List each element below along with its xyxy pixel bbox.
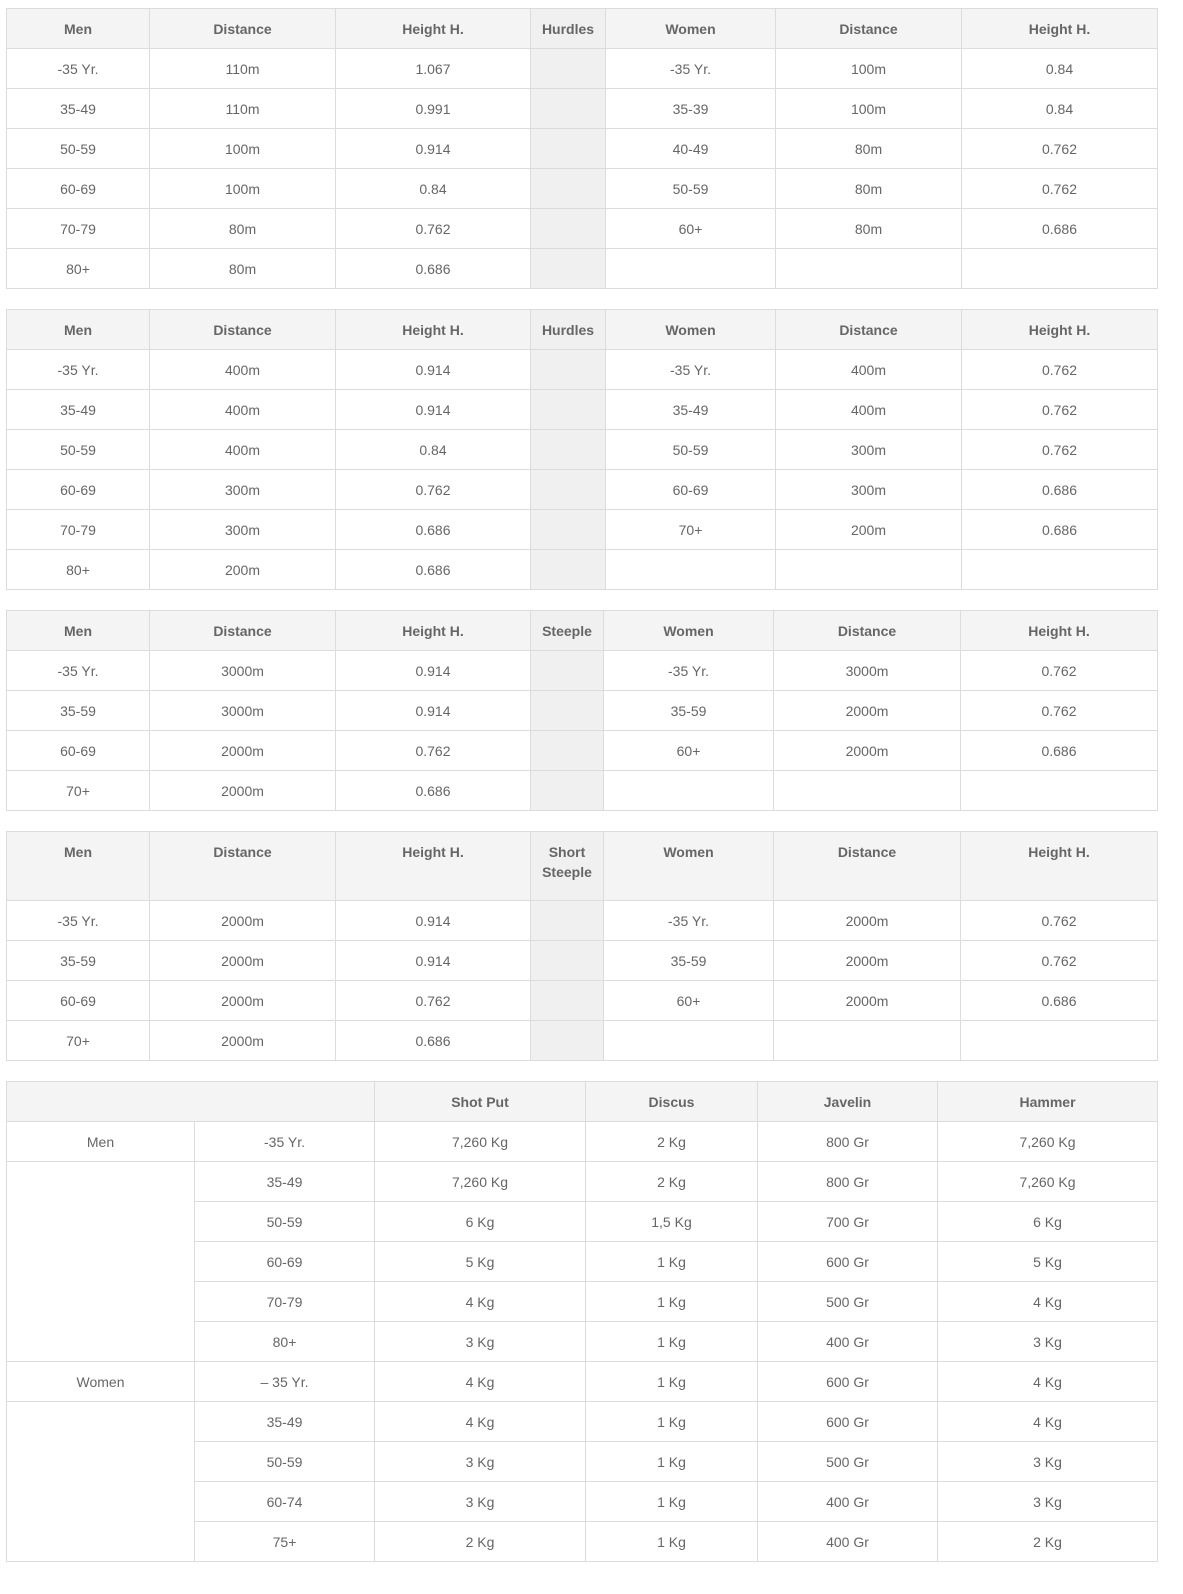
table-row bbox=[7, 129, 1158, 169]
table-cell: 3 Kg bbox=[375, 1322, 586, 1362]
steeple-table bbox=[6, 610, 1158, 811]
table-row bbox=[7, 731, 1158, 771]
divider-cell bbox=[531, 169, 606, 209]
table-cell bbox=[606, 550, 776, 590]
hurdles-short-table bbox=[6, 8, 1158, 289]
table-cell bbox=[604, 771, 774, 811]
table-cell: 0.686 bbox=[336, 1021, 531, 1061]
table-cell: 80m bbox=[776, 129, 962, 169]
column-header: Distance bbox=[150, 310, 336, 350]
table-cell: 4 Kg bbox=[375, 1402, 586, 1442]
table-cell bbox=[604, 1021, 774, 1061]
table-row bbox=[7, 89, 1158, 129]
table-cell: 1 Kg bbox=[586, 1242, 758, 1282]
table-cell: 400m bbox=[150, 430, 336, 470]
table-cell: 500 Gr bbox=[758, 1282, 938, 1322]
table-cell: 400 Gr bbox=[758, 1482, 938, 1522]
column-header: Men bbox=[7, 9, 150, 49]
table-cell: 0.686 bbox=[336, 249, 531, 289]
table-cell: 60-74 bbox=[195, 1482, 375, 1522]
table-row bbox=[7, 550, 1158, 590]
hurdles-long-table bbox=[6, 309, 1158, 590]
table-cell bbox=[776, 249, 962, 289]
table-cell: 800 Gr bbox=[758, 1122, 938, 1162]
table-cell: 35-49 bbox=[7, 390, 150, 430]
table-cell: 1 Kg bbox=[586, 1522, 758, 1562]
table-cell: 300m bbox=[150, 470, 336, 510]
header-row bbox=[7, 832, 1158, 901]
table-row bbox=[7, 901, 1158, 941]
table-row bbox=[7, 49, 1158, 89]
table-cell: 0.686 bbox=[962, 510, 1158, 550]
column-header: Height H. bbox=[336, 310, 531, 350]
table-cell: 60-69 bbox=[7, 470, 150, 510]
table-row bbox=[7, 209, 1158, 249]
divider-cell bbox=[531, 249, 606, 289]
table-cell: 50-59 bbox=[7, 430, 150, 470]
column-header: Distance bbox=[776, 9, 962, 49]
table-cell: 2000m bbox=[150, 941, 336, 981]
table-cell: 0.84 bbox=[962, 89, 1158, 129]
table-cell: 70-79 bbox=[195, 1282, 375, 1322]
column-header: Discus bbox=[586, 1082, 758, 1122]
table-cell: 400m bbox=[776, 390, 962, 430]
table-cell: 35-59 bbox=[604, 691, 774, 731]
table-cell: -35 Yr. bbox=[7, 901, 150, 941]
table-cell: 2 Kg bbox=[586, 1122, 758, 1162]
table-cell: 40-49 bbox=[606, 129, 776, 169]
table-cell: 0.84 bbox=[962, 49, 1158, 89]
table-cell: 35-59 bbox=[7, 941, 150, 981]
header-row bbox=[7, 310, 1158, 350]
table-cell: 1 Kg bbox=[586, 1442, 758, 1482]
table-cell: -35 Yr. bbox=[604, 901, 774, 941]
column-header: Men bbox=[7, 310, 150, 350]
column-header: Distance bbox=[774, 611, 961, 651]
table-cell bbox=[774, 1021, 961, 1061]
table-cell: 0.762 bbox=[961, 901, 1158, 941]
table-cell: 2000m bbox=[150, 901, 336, 941]
table-cell: 80+ bbox=[7, 249, 150, 289]
table-cell: 1 Kg bbox=[586, 1322, 758, 1362]
column-header: Height H. bbox=[962, 9, 1158, 49]
table-cell: 2000m bbox=[150, 1021, 336, 1061]
column-header: Distance bbox=[150, 611, 336, 651]
table-cell: 50-59 bbox=[606, 430, 776, 470]
table-cell: 70+ bbox=[606, 510, 776, 550]
table-cell: 600 Gr bbox=[758, 1362, 938, 1402]
table-cell: 80m bbox=[776, 169, 962, 209]
header-row bbox=[7, 9, 1158, 49]
table-cell: 110m bbox=[150, 89, 336, 129]
table-cell: -35 Yr. bbox=[7, 350, 150, 390]
table-cell: 0.686 bbox=[961, 731, 1158, 771]
table-cell: 2000m bbox=[150, 731, 336, 771]
table-row bbox=[7, 651, 1158, 691]
table-cell: 5 Kg bbox=[375, 1242, 586, 1282]
group-label: Women bbox=[7, 1362, 195, 1402]
divider-cell bbox=[531, 901, 604, 941]
table-cell: 1 Kg bbox=[586, 1362, 758, 1402]
column-header: Women bbox=[606, 310, 776, 350]
table-cell: 4 Kg bbox=[938, 1402, 1158, 1442]
table-cell: 35-49 bbox=[606, 390, 776, 430]
table-cell: 0.686 bbox=[961, 981, 1158, 1021]
table-row bbox=[7, 510, 1158, 550]
table-cell: 0.84 bbox=[336, 169, 531, 209]
column-header: Distance bbox=[774, 832, 961, 901]
divider-cell bbox=[531, 731, 604, 771]
table-cell bbox=[962, 249, 1158, 289]
table-cell: 4 Kg bbox=[938, 1362, 1158, 1402]
divider-cell bbox=[531, 390, 606, 430]
table-row bbox=[7, 941, 1158, 981]
table-cell: 600 Gr bbox=[758, 1242, 938, 1282]
divider-cell bbox=[531, 771, 604, 811]
table-cell: 35-39 bbox=[606, 89, 776, 129]
table-cell: 50-59 bbox=[195, 1202, 375, 1242]
table-cell: 1.067 bbox=[336, 49, 531, 89]
table-cell: 400m bbox=[150, 350, 336, 390]
table-cell: 35-59 bbox=[604, 941, 774, 981]
group-spacer bbox=[7, 1162, 195, 1362]
table-row bbox=[7, 1362, 1158, 1402]
table-cell: 100m bbox=[150, 169, 336, 209]
table-row bbox=[7, 1122, 1158, 1162]
table-cell: 4 Kg bbox=[375, 1282, 586, 1322]
group-spacer bbox=[7, 1402, 195, 1562]
table-cell: -35 Yr. bbox=[606, 350, 776, 390]
column-header: Distance bbox=[150, 832, 336, 901]
table-cell: 0.686 bbox=[336, 550, 531, 590]
table-cell: 3 Kg bbox=[938, 1442, 1158, 1482]
column-header: Javelin bbox=[758, 1082, 938, 1122]
table-cell: 60-69 bbox=[606, 470, 776, 510]
table-row bbox=[7, 1402, 1158, 1442]
table-cell: 2 Kg bbox=[375, 1522, 586, 1562]
column-header: Shot Put bbox=[375, 1082, 586, 1122]
table-cell: 50-59 bbox=[7, 129, 150, 169]
group-label: Men bbox=[7, 1122, 195, 1162]
table-cell: 70+ bbox=[7, 771, 150, 811]
table-cell: 0.762 bbox=[336, 731, 531, 771]
column-header: Height H. bbox=[961, 832, 1158, 901]
column-header: Distance bbox=[776, 310, 962, 350]
table-row bbox=[7, 390, 1158, 430]
table-cell: 0.686 bbox=[962, 470, 1158, 510]
table-cell: 5 Kg bbox=[938, 1242, 1158, 1282]
table-cell: 0.914 bbox=[336, 350, 531, 390]
table-cell: 500 Gr bbox=[758, 1442, 938, 1482]
table-cell: 110m bbox=[150, 49, 336, 89]
table-cell: 6 Kg bbox=[375, 1202, 586, 1242]
table-cell: 7,260 Kg bbox=[375, 1122, 586, 1162]
table-cell: 0.762 bbox=[962, 169, 1158, 209]
table-cell: 0.914 bbox=[336, 651, 531, 691]
table-cell: 3 Kg bbox=[375, 1442, 586, 1482]
table-cell: 400 Gr bbox=[758, 1522, 938, 1562]
divider-cell bbox=[531, 129, 606, 169]
column-header: Short Steeple bbox=[531, 832, 604, 901]
table-cell: 3000m bbox=[774, 651, 961, 691]
table-cell: 80m bbox=[150, 209, 336, 249]
table-cell: 400m bbox=[150, 390, 336, 430]
table-cell: 0.84 bbox=[336, 430, 531, 470]
table-cell: 0.762 bbox=[961, 941, 1158, 981]
divider-cell bbox=[531, 1021, 604, 1061]
table-row bbox=[7, 1021, 1158, 1061]
divider-cell bbox=[531, 941, 604, 981]
table-cell: 0.686 bbox=[336, 771, 531, 811]
divider-cell bbox=[531, 470, 606, 510]
table-cell: 0.762 bbox=[962, 129, 1158, 169]
column-header: Height H. bbox=[961, 611, 1158, 651]
table-cell: 4 Kg bbox=[938, 1282, 1158, 1322]
table-cell: 1 Kg bbox=[586, 1482, 758, 1522]
table-cell: 50-59 bbox=[195, 1442, 375, 1482]
table-cell: 0.914 bbox=[336, 691, 531, 731]
header-row bbox=[7, 1082, 1158, 1122]
table-row bbox=[7, 350, 1158, 390]
table-cell: 0.991 bbox=[336, 89, 531, 129]
table-cell: 35-49 bbox=[195, 1162, 375, 1202]
table-cell: 0.762 bbox=[961, 691, 1158, 731]
table-cell: 0.762 bbox=[962, 430, 1158, 470]
table-cell: 60+ bbox=[604, 731, 774, 771]
column-header: Women bbox=[604, 611, 774, 651]
table-cell: 80+ bbox=[195, 1322, 375, 1362]
table-cell: 0.686 bbox=[962, 209, 1158, 249]
column-header: Distance bbox=[150, 9, 336, 49]
table-row bbox=[7, 771, 1158, 811]
table-cell: 0.762 bbox=[962, 390, 1158, 430]
table-cell: 35-59 bbox=[7, 691, 150, 731]
table-cell: 100m bbox=[776, 89, 962, 129]
table-cell: 300m bbox=[776, 430, 962, 470]
divider-cell bbox=[531, 691, 604, 731]
table-cell: 3 Kg bbox=[938, 1322, 1158, 1362]
column-header: Hammer bbox=[938, 1082, 1158, 1122]
table-cell: 2000m bbox=[774, 901, 961, 941]
table-cell: 7,260 Kg bbox=[938, 1122, 1158, 1162]
table-cell: 300m bbox=[150, 510, 336, 550]
table-cell: 0.914 bbox=[336, 941, 531, 981]
table-row bbox=[7, 249, 1158, 289]
table-cell: 1 Kg bbox=[586, 1282, 758, 1322]
table-cell: 1 Kg bbox=[586, 1402, 758, 1442]
divider-cell bbox=[531, 651, 604, 691]
table-cell: 700 Gr bbox=[758, 1202, 938, 1242]
table-cell: 2 Kg bbox=[586, 1162, 758, 1202]
table-cell: 60+ bbox=[606, 209, 776, 249]
table-cell: 0.914 bbox=[336, 390, 531, 430]
table-cell: 2000m bbox=[774, 691, 961, 731]
table-cell: 400 Gr bbox=[758, 1322, 938, 1362]
table-cell: -35 Yr. bbox=[606, 49, 776, 89]
table-cell: 100m bbox=[776, 49, 962, 89]
table-cell: 60-69 bbox=[7, 981, 150, 1021]
divider-cell bbox=[531, 49, 606, 89]
table-cell: 60-69 bbox=[7, 731, 150, 771]
table-cell bbox=[961, 771, 1158, 811]
table-cell: 100m bbox=[150, 129, 336, 169]
tables-container bbox=[6, 8, 1157, 1562]
table-cell: 75+ bbox=[195, 1522, 375, 1562]
table-cell: 1,5 Kg bbox=[586, 1202, 758, 1242]
table-cell: 0.686 bbox=[336, 510, 531, 550]
table-cell: 400m bbox=[776, 350, 962, 390]
table-cell: 2000m bbox=[774, 941, 961, 981]
throws-table bbox=[6, 1081, 1158, 1562]
table-cell: -35 Yr. bbox=[195, 1122, 375, 1162]
table-cell: 0.914 bbox=[336, 901, 531, 941]
table-cell: 0.762 bbox=[962, 350, 1158, 390]
table-cell: 2000m bbox=[150, 981, 336, 1021]
table-cell bbox=[606, 249, 776, 289]
table-cell: 2000m bbox=[774, 981, 961, 1021]
column-header: Height H. bbox=[336, 832, 531, 901]
divider-cell bbox=[531, 430, 606, 470]
table-cell: 70-79 bbox=[7, 510, 150, 550]
table-cell: 0.762 bbox=[336, 981, 531, 1021]
divider-cell bbox=[531, 209, 606, 249]
table-cell: 2000m bbox=[774, 731, 961, 771]
table-cell bbox=[774, 771, 961, 811]
table-cell: 60-69 bbox=[195, 1242, 375, 1282]
table-row bbox=[7, 1162, 1158, 1202]
column-header: Height H. bbox=[962, 310, 1158, 350]
table-cell: 3000m bbox=[150, 691, 336, 731]
table-cell: 70-79 bbox=[7, 209, 150, 249]
column-header: Women bbox=[604, 832, 774, 901]
table-cell: 0.762 bbox=[336, 470, 531, 510]
table-row bbox=[7, 169, 1158, 209]
table-cell: 80+ bbox=[7, 550, 150, 590]
table-cell: 200m bbox=[150, 550, 336, 590]
table-cell bbox=[961, 1021, 1158, 1061]
divider-cell bbox=[531, 350, 606, 390]
table-cell: 80m bbox=[150, 249, 336, 289]
table-row bbox=[7, 470, 1158, 510]
column-header: Men bbox=[7, 611, 150, 651]
table-cell: 50-59 bbox=[606, 169, 776, 209]
table-cell: 4 Kg bbox=[375, 1362, 586, 1402]
table-cell: 60+ bbox=[604, 981, 774, 1021]
table-cell: 2 Kg bbox=[938, 1522, 1158, 1562]
table-row bbox=[7, 981, 1158, 1021]
table-cell: -35 Yr. bbox=[7, 651, 150, 691]
table-cell: 600 Gr bbox=[758, 1402, 938, 1442]
table-cell: 3 Kg bbox=[938, 1482, 1158, 1522]
table-cell: 80m bbox=[776, 209, 962, 249]
divider-cell bbox=[531, 550, 606, 590]
table-cell: -35 Yr. bbox=[7, 49, 150, 89]
table-cell: -35 Yr. bbox=[604, 651, 774, 691]
table-cell: 800 Gr bbox=[758, 1162, 938, 1202]
table-cell: 0.914 bbox=[336, 129, 531, 169]
divider-cell bbox=[531, 510, 606, 550]
table-cell: 0.762 bbox=[961, 651, 1158, 691]
table-cell: – 35 Yr. bbox=[195, 1362, 375, 1402]
table-cell: 35-49 bbox=[195, 1402, 375, 1442]
table-cell: 7,260 Kg bbox=[938, 1162, 1158, 1202]
table-cell: 3 Kg bbox=[375, 1482, 586, 1522]
column-header: Hurdles bbox=[531, 310, 606, 350]
table-cell bbox=[776, 550, 962, 590]
column-header: Height H. bbox=[336, 611, 531, 651]
table-cell: 3000m bbox=[150, 651, 336, 691]
column-header: Hurdles bbox=[531, 9, 606, 49]
table-cell: 70+ bbox=[7, 1021, 150, 1061]
header-row bbox=[7, 611, 1158, 651]
divider-cell bbox=[531, 89, 606, 129]
table-cell: 200m bbox=[776, 510, 962, 550]
table-cell: 2000m bbox=[150, 771, 336, 811]
short-steeple-table bbox=[6, 831, 1158, 1061]
table-cell: 60-69 bbox=[7, 169, 150, 209]
table-cell: 7,260 Kg bbox=[375, 1162, 586, 1202]
column-header: Steeple bbox=[531, 611, 604, 651]
column-header bbox=[7, 1082, 375, 1122]
table-cell bbox=[962, 550, 1158, 590]
divider-cell bbox=[531, 981, 604, 1021]
column-header: Men bbox=[7, 832, 150, 901]
table-cell: 6 Kg bbox=[938, 1202, 1158, 1242]
table-cell: 300m bbox=[776, 470, 962, 510]
table-cell: 35-49 bbox=[7, 89, 150, 129]
column-header: Women bbox=[606, 9, 776, 49]
table-row bbox=[7, 691, 1158, 731]
column-header: Height H. bbox=[336, 9, 531, 49]
table-cell: 0.762 bbox=[336, 209, 531, 249]
table-row bbox=[7, 430, 1158, 470]
